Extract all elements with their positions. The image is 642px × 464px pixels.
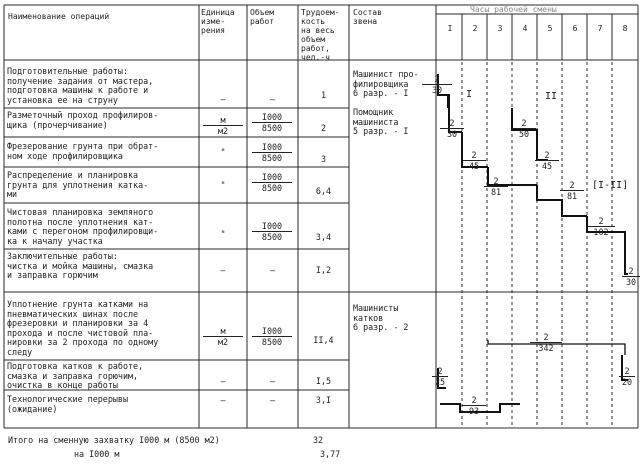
gantt-label	[462, 150, 486, 171]
row-8-operation: Подготовка катков к работе, смазка и заправка горючим, очистка в конце работы	[7, 361, 144, 391]
gantt-num: 2	[622, 266, 640, 277]
hour-8: 8	[622, 24, 628, 33]
gantt-den: 102	[593, 227, 609, 237]
row-2-vol-den: 8500	[261, 123, 283, 133]
total-line-2: на I000 м	[74, 449, 120, 459]
gantt-label	[440, 118, 464, 139]
header-volume: Объем работ	[250, 8, 275, 26]
gantt-den: 50	[518, 129, 530, 139]
hour-6: 6	[572, 24, 578, 33]
row-4-operation: Распределение и планировка грунта для уплотнения катка- ми	[7, 170, 149, 200]
gantt-crew-mark-3: [I-II]	[592, 180, 629, 191]
row-5-vol-num: I000	[252, 221, 292, 232]
gantt-den: 342	[538, 343, 554, 353]
gantt-den: 20	[621, 377, 633, 387]
row-6-unit: –	[220, 265, 226, 275]
hour-2: 2	[472, 24, 478, 33]
row-6-labor: I,2	[315, 265, 332, 275]
row-4-volume	[252, 172, 292, 193]
gantt-num: 2	[462, 150, 486, 161]
row-7-unit	[203, 326, 243, 347]
row-2-volume	[252, 112, 292, 133]
row-5-operation: Чистовая планировка земляного полотна после уплотнения кат- ками с перегоном профилировщи- ка к началу участка	[7, 207, 159, 246]
row-1-crew: Машинист про- филировщика 6 разр. - I	[353, 69, 419, 99]
row-8-labor: I,5	[315, 376, 332, 386]
row-7-volume	[252, 326, 292, 347]
gantt-crew-mark-1: I	[466, 89, 473, 100]
hour-3: 3	[497, 24, 503, 33]
gantt-label	[512, 118, 536, 139]
gantt-num: 2	[512, 118, 536, 129]
row-1-volume: –	[269, 94, 276, 104]
row-7-labor: II,4	[313, 335, 334, 345]
gantt-num: 2	[530, 332, 562, 343]
gantt-label	[530, 332, 562, 353]
row-3-labor: 3	[320, 154, 327, 164]
gantt-num: 2	[619, 366, 635, 377]
row-9-operation: Технологические перерывы (ожидание)	[7, 394, 129, 414]
gantt-den: 30	[446, 129, 458, 139]
row-2-operation: Разметочный проход профилиров- щика (прочерчивание)	[7, 110, 159, 130]
row-5-volume	[252, 221, 292, 242]
gantt-den: 81	[566, 191, 578, 201]
row-7-vol-den: 8500	[261, 337, 283, 347]
row-8-volume: –	[269, 376, 276, 386]
total-line-1: Итого на сменную захватку I000 м (8500 м2)	[8, 435, 220, 445]
row-2-crew: Помощник машиниста 5 разр. - I	[353, 107, 409, 137]
row-3-unit: "	[220, 147, 226, 157]
gantt-num: 2	[462, 395, 486, 406]
row-3-operation: Фрезерование грунта при обрат- ном ходе профилировщика	[7, 141, 159, 161]
row-9-volume: –	[269, 395, 276, 405]
total-value-2: 3,77	[320, 449, 341, 459]
gantt-den: 30	[625, 277, 637, 287]
gantt-label	[619, 366, 635, 387]
row-8-unit: –	[220, 376, 226, 386]
gantt-label	[535, 150, 559, 171]
row-2-unit	[203, 115, 243, 136]
total-value-1: 32	[313, 435, 324, 445]
gantt-den: 45	[468, 161, 480, 171]
row-3-vol-num: I000	[252, 142, 292, 153]
row-5-unit: "	[220, 229, 226, 239]
row-1-unit: –	[220, 94, 226, 104]
row-7-operation: Уплотнение грунта катками на пневматических шинах после фрезеровки и планировки за 4 прохода и после чистовой пла- нировки за 2 прохода по одному следу	[7, 299, 159, 357]
row-3-vol-den: 8500	[261, 153, 283, 163]
row-4-unit: "	[220, 180, 226, 190]
gantt-den: 93	[468, 406, 480, 416]
row-2-vol-num: I000	[252, 112, 292, 123]
row-1-labor: 1	[320, 90, 327, 100]
row-4-vol-num: I000	[252, 172, 292, 183]
row-1-operation: Подготовительные работы: получение задания от мастера, подготовка машины к работе и установка ее на струну	[7, 66, 154, 105]
gantt-num: 2	[535, 150, 559, 161]
gantt-num: 2	[484, 176, 508, 187]
gantt-num: 2	[560, 180, 584, 191]
gantt-num: 2	[422, 74, 452, 85]
hour-5: 5	[547, 24, 553, 33]
header-crew: Состав звена	[353, 8, 382, 26]
gantt-num: 2	[440, 118, 464, 129]
gantt-label	[587, 216, 615, 237]
row-7-unit-num: м	[203, 326, 243, 337]
gantt-den: 45	[541, 161, 553, 171]
gantt-crew-mark-2: II	[545, 91, 558, 102]
gantt-den: 81	[490, 187, 502, 197]
gantt-den: 30	[431, 85, 443, 95]
gantt-label	[432, 366, 448, 387]
row-2-labor: 2	[320, 123, 327, 133]
row-6-operation: Заключительные работы: чистка и мойка машины, смазка и заправка горючим	[7, 251, 154, 281]
gantt-label	[422, 74, 452, 95]
header-labor: Трудоем- кость на весь объем работ, чел.-ч	[301, 8, 340, 62]
row-5-labor: 3,4	[315, 232, 332, 242]
row-9-unit: –	[220, 395, 226, 405]
gantt-label	[484, 176, 508, 197]
row-4-vol-den: 8500	[261, 183, 283, 193]
row-7-vol-num: I000	[252, 326, 292, 337]
row-7-crew: Машинисты катков 6 разр. - 2	[353, 303, 409, 333]
row-9-labor: 3,I	[315, 395, 332, 405]
gantt-label	[622, 266, 640, 287]
hour-1: I	[447, 24, 453, 33]
hour-7: 7	[597, 24, 603, 33]
row-7-unit-den: м2	[217, 337, 229, 347]
gantt-num: 2	[587, 216, 615, 227]
gantt-num: 2	[432, 366, 448, 377]
gantt-label	[560, 180, 584, 201]
gantt-label	[462, 395, 486, 416]
header-operation: Наименование операций	[8, 12, 110, 21]
row-2-unit-den: м2	[217, 126, 229, 136]
header-unit: Единица изме- рения	[201, 8, 235, 35]
row-2-unit-num: м	[203, 115, 243, 126]
hour-4: 4	[522, 24, 528, 33]
gantt-den: 25	[434, 377, 446, 387]
row-4-labor: 6,4	[315, 186, 332, 196]
row-5-vol-den: 8500	[261, 232, 283, 242]
row-6-volume: –	[269, 265, 276, 275]
row-3-volume	[252, 142, 292, 163]
header-hours-title: Часы рабочей смены	[470, 5, 557, 14]
